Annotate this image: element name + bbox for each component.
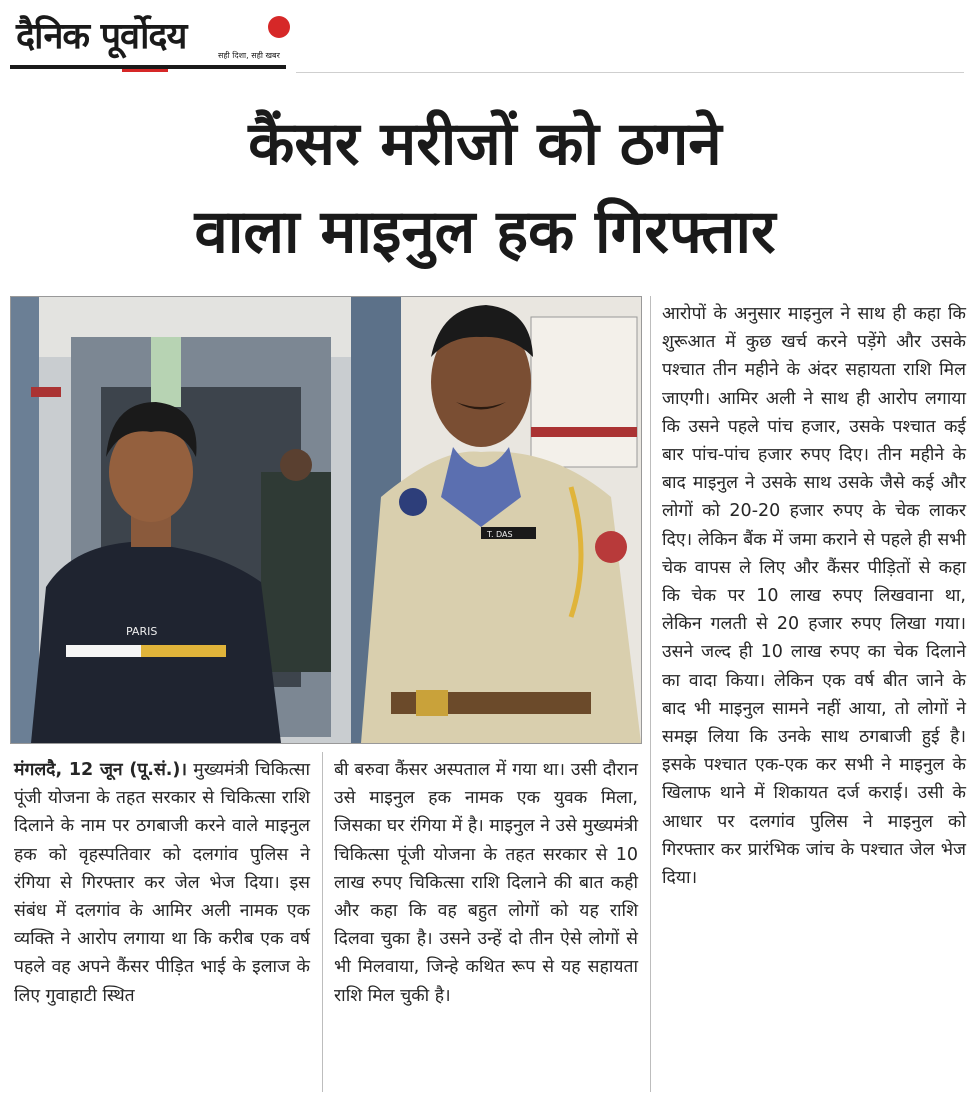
- news-photo: [10, 296, 642, 744]
- logo-red-dot: [268, 16, 290, 38]
- headline-line-1: कैंसर मरीजों को ठगने: [248, 109, 722, 179]
- name-tag: T. DAS: [487, 530, 513, 539]
- header-divider: [296, 72, 964, 73]
- column-divider: [322, 752, 323, 1092]
- column-divider: [650, 296, 651, 1092]
- article-column-1: [14, 756, 310, 1010]
- photo-illustration: [11, 297, 641, 743]
- masthead-tagline: सही दिशा, सही खबर: [218, 51, 280, 60]
- column-1-text: मुख्यमंत्री चिकित्सा पूंजी योजना के तहत सरकार से चिकित्सा राशि दिलाने के नाम पर ठगबाजी करने वाले माइनुल हक को वृहस्पतिवार को दलगांव पुलिस ने रंगिया से गिरफ्तार कर जेल भेज दिया। इस संबंध में दलगांव के आमिर अली नामक एक व्यक्ति ने आरोप लगाया था कि करीब एक वर्ष पहले वह अपने कैंसर पीड़ित भाई के इलाज के लिए गुवाहाटी स्थित: [14, 760, 310, 1006]
- article-column-2: बी बरुवा कैंसर अस्पताल में गया था। उसी दौरान उसे माइनुल हक नामक एक युवक मिला, जिसका घर रंगिया में है। माइनुल ने उसे मुख्यमंत्री चिकित्सा पूंजी योजना के तहत सरकार से 10 लाख रुपए चिकित्सा राशि दिलाने की बात कही और कहा कि वह बहुत लोगों को यह राशि दिलवा चुका है। उसने उन्हें दो तीन ऐसे लोगों से भी मिलवाया, जिन्हे कथित रूप से यह सहायता राशि मिल चुकी है।: [334, 760, 638, 1006]
- newspaper-logo: दैनिक पूर्वोदय: [16, 16, 187, 57]
- article-column-3: आरोपों के अनुसार माइनुल ने साथ ही कहा कि शुरूआत में कुछ खर्च करने पड़ेंगे और उसके पश्चात तीन महीने के अंदर सहायता राशि मिल जाएगी। आमिर अली ने साथ ही आरोप लगाया कि उसने पहले पांच हजार, उसके पश्चात कई बार पांच-पांच हजार रुपए दिए। तीन महीने के बाद माइनुल ने उसके साथ उसके जैसे कई और लोगों को 20-20 हजार रुपए के चेक लाकर दिए। लेकिन बैंक में जमा कराने से पहले ही सभी चेक वापस ले लिए और कैंसर पीड़ितों से कहा कि चेक पर 10 लाख रुपए लिखवाना था, लेकिन गलती से 20 हजार रुपए लिखा गया। उसने जल्द ही 10 लाख रुपए का चेक दिलाने का वादा किया। लेकिन एक वर्ष बीत जाने के बाद भी माइनुल सामने नहीं आया, तो लोगों ने समझ लिया कि उनके साथ ठगबाजी हुई है। इसके पश्चात एक-एक कर सभी ने माइनुल के खिलाफ थाने में शिकायत दर्ज कराई। उसी के आधार पर दलगांव पुलिस ने माइनुल को गिरफ्तार कर प्रारंभिक जांच के पश्चात जेल भेज दिया।: [662, 304, 966, 889]
- masthead-red-rule: [122, 69, 168, 72]
- headline: [0, 100, 970, 276]
- headline-line-2: वाला माइनुल हक गिरफ्तार: [194, 197, 776, 267]
- shirt-print: PARIS: [126, 625, 158, 638]
- dateline: मंगलदै, 12 जून (पू.सं.)।: [14, 760, 188, 780]
- masthead: [12, 4, 292, 74]
